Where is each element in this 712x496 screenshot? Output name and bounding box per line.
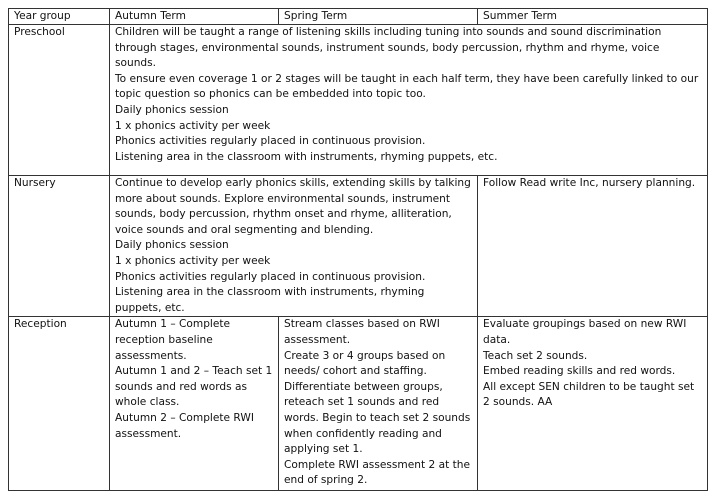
year-group-cell-reception: Reception [9,317,110,491]
table-row-reception [9,317,708,491]
table-row-nursery [9,176,708,317]
preschool-line: To ensure even coverage 1 or 2 stages will be taught in each half term, they have been carefully linked to our topic question so phonics can be embedded into topic too. [115,72,699,101]
nursery-summer-cell [478,176,708,317]
reception-summer-line: Embed reading skills and red words. [483,365,676,378]
preschool-line: Listening area in the classroom with instruments, rhyming puppets, etc. [115,150,498,163]
year-group-cell-nursery: Nursery [9,176,110,317]
header-autumn-term: Autumn Term [110,9,279,25]
preschool-line: Phonics activities regularly placed in continuous provision. [115,135,426,148]
reception-autumn-line: Autumn 2 – Complete RWI assessment. [115,411,254,440]
reception-spring-line: Stream classes based on RWI assessment. [284,318,440,346]
reception-spring-line: Complete RWI assessment 2 at the end of spring 2. [284,458,470,487]
nursery-line: Listening area in the classroom with instruments, rhyming puppets, etc. [115,286,425,314]
header-summer-term: Summer Term [478,9,708,25]
reception-summer-line: All except SEN children to be taught set 2 sounds. AA [483,380,695,409]
header-year-group: Year group [9,9,110,25]
preschool-content-cell [110,25,708,176]
preschool-line: Children will be taught a range of listening skills including tuning into sounds and sound discrimination through stages, environmental sounds, instrument sounds, body percussion, rhythm and rhyme, voice sounds. [115,26,662,70]
reception-autumn-cell [110,317,279,491]
reception-summer-cell [478,317,708,491]
table-row-preschool [9,25,708,176]
header-spring-term: Spring Term [279,9,478,25]
reception-summer-line: Teach set 2 sounds. [483,349,588,362]
nursery-line: Continue to develop early phonics skills, extending skills by talking more about sounds. Explore environmental sounds, instrument sounds, body percussion, rhythm onset and rhyme, alliteration, voice sounds and oral segmenting and blending. [115,177,471,236]
year-group-cell-preschool: Preschool [9,25,110,176]
reception-spring-line: Create 3 or 4 groups based on needs/ cohort and staffing. [284,349,446,378]
nursery-autumn-spring-cell [110,176,478,317]
nursery-summer-line: Follow Read write Inc, nursery planning. [483,177,696,189]
nursery-line: Daily phonics session [115,239,229,252]
header-row [9,9,708,25]
reception-summer-line: Evaluate groupings based on new RWI data. [483,318,687,346]
nursery-line: 1 x phonics activity per week [115,254,271,267]
preschool-line: 1 x phonics activity per week [115,119,271,132]
reception-spring-line: Differentiate between groups, reteach set 1 sounds and red words. Begin to teach set 2 sounds when confidently reading and applying set 1. [284,380,471,456]
reception-spring-cell [279,317,478,491]
reception-autumn-line: Autumn 1 and 2 – Teach set 1 sounds and red words as whole class. [115,365,273,409]
nursery-line: Phonics activities regularly placed in continuous provision. [115,270,426,283]
preschool-line: Daily phonics session [115,103,229,116]
reception-autumn-line: Autumn 1 – Complete reception baseline assessments. [115,318,231,362]
phonics-plan-table [8,8,708,491]
